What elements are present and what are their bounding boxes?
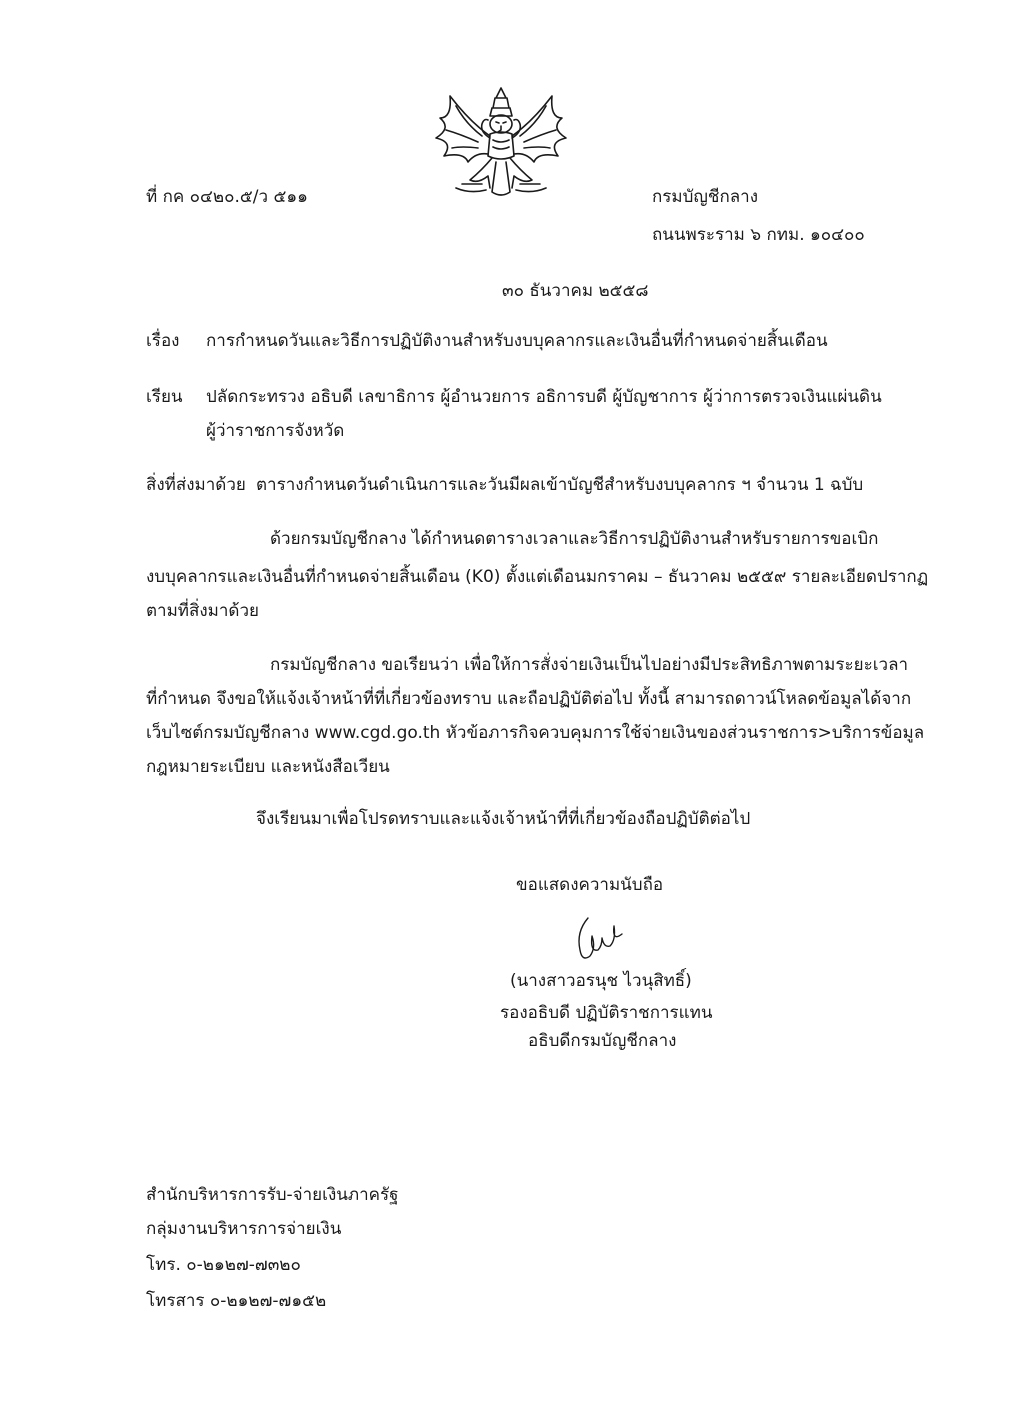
paragraph-2-line-2: ที่กำหนด จึงขอให้แจ้งเจ้าหน้าที่ที่เกี่ยวข้องทราบ และถือปฏิบัติต่อไป ทั้งนี้ สามารถดาวน์โหลดข้อมูลได้จาก [146, 689, 912, 709]
paragraph-2-line-1: กรมบัญชีกลาง ขอเรียนว่า เพื่อให้การสั่งจ่ายเงินเป็นไปอย่างมีประสิทธิภาพตามระยะเวลา [270, 655, 909, 675]
paragraph-1-line-2: งบบุคลากรและเงินอื่นที่กำหนดจ่ายสิ้นเดือน (K0) ตั้งแต่เดือนมกราคม – ธันวาคม ๒๕๕๙ รายละเอียดปรากฏ [146, 567, 929, 587]
subject-label: เรื่อง [146, 331, 180, 351]
enclosure-text: ตารางกำหนดวันดำเนินการและวันมีผลเข้าบัญชีสำหรับงบบุคลากร ฯ จำนวน 1 ฉบับ [256, 475, 864, 495]
letter-date: ๓๐ ธันวาคม ๒๕๕๘ [502, 281, 649, 301]
department-name: กรมบัญชีกลาง [652, 187, 759, 207]
closing-paragraph: จึงเรียนมาเพื่อโปรดทราบและแจ้งเจ้าหน้าที่ที่เกี่ยวข้องถือปฏิบัติต่อไป [256, 809, 751, 829]
fax-number: โทรสาร ๐-๒๑๒๗-๗๑๕๒ [146, 1291, 327, 1311]
telephone: โทร. ๐-๒๑๒๗-๗๓๒๐ [146, 1255, 301, 1275]
recipient-line-2: ผู้ว่าราชการจังหวัด [206, 421, 345, 441]
reference-number: ที่ กค ๐๔๒๐.๕/ว ๕๑๑ [146, 187, 308, 207]
office-group: กลุ่มงานบริหารการจ่ายเงิน [146, 1219, 342, 1239]
signature-icon [568, 912, 628, 966]
paragraph-1-line-1: ด้วยกรมบัญชีกลาง ได้กำหนดตารางเวลาและวิธีการปฏิบัติงานสำหรับรายการขอเบิก [270, 529, 879, 549]
office-name: สำนักบริหารการรับ-จ่ายเงินภาครัฐ [146, 1185, 399, 1205]
salutation: ขอแสดงความนับถือ [516, 875, 664, 895]
recipient-label: เรียน [146, 387, 183, 407]
subject-text: การกำหนดวันและวิธีการปฏิบัติงานสำหรับงบบุคลากรและเงินอื่นที่กำหนดจ่ายสิ้นเดือน [206, 331, 828, 351]
paragraph-1-line-3: ตามที่สิ่งมาด้วย [146, 601, 259, 621]
department-address: ถนนพระราม ๖ กทม. ๑๐๔๐๐ [652, 225, 865, 245]
signer-name: (นางสาวอรนุช ไวนุสิทธิ์) [510, 971, 692, 991]
enclosure-label: สิ่งที่ส่งมาด้วย [146, 475, 246, 495]
garuda-emblem-icon [430, 84, 572, 202]
paragraph-2-line-3: เว็บไซต์กรมบัญชีกลาง www.cgd.go.th หัวข้อภารกิจควบคุมการใช้จ่ายเงินของส่วนราชการ>บริการข้อมูล [146, 723, 925, 743]
recipient-line-1: ปลัดกระทรวง อธิบดี เลขาธิการ ผู้อำนวยการ อธิการบดี ผู้บัญชาการ ผู้ว่าการตรวจเงินแผ่นดิน [206, 387, 882, 407]
signer-title-2: อธิบดีกรมบัญชีกลาง [528, 1031, 677, 1051]
signer-title-1: รองอธิบดี ปฏิบัติราชการแทน [500, 1003, 713, 1023]
paragraph-2-line-4: กฎหมายระเบียบ และหนังสือเวียน [146, 757, 390, 777]
